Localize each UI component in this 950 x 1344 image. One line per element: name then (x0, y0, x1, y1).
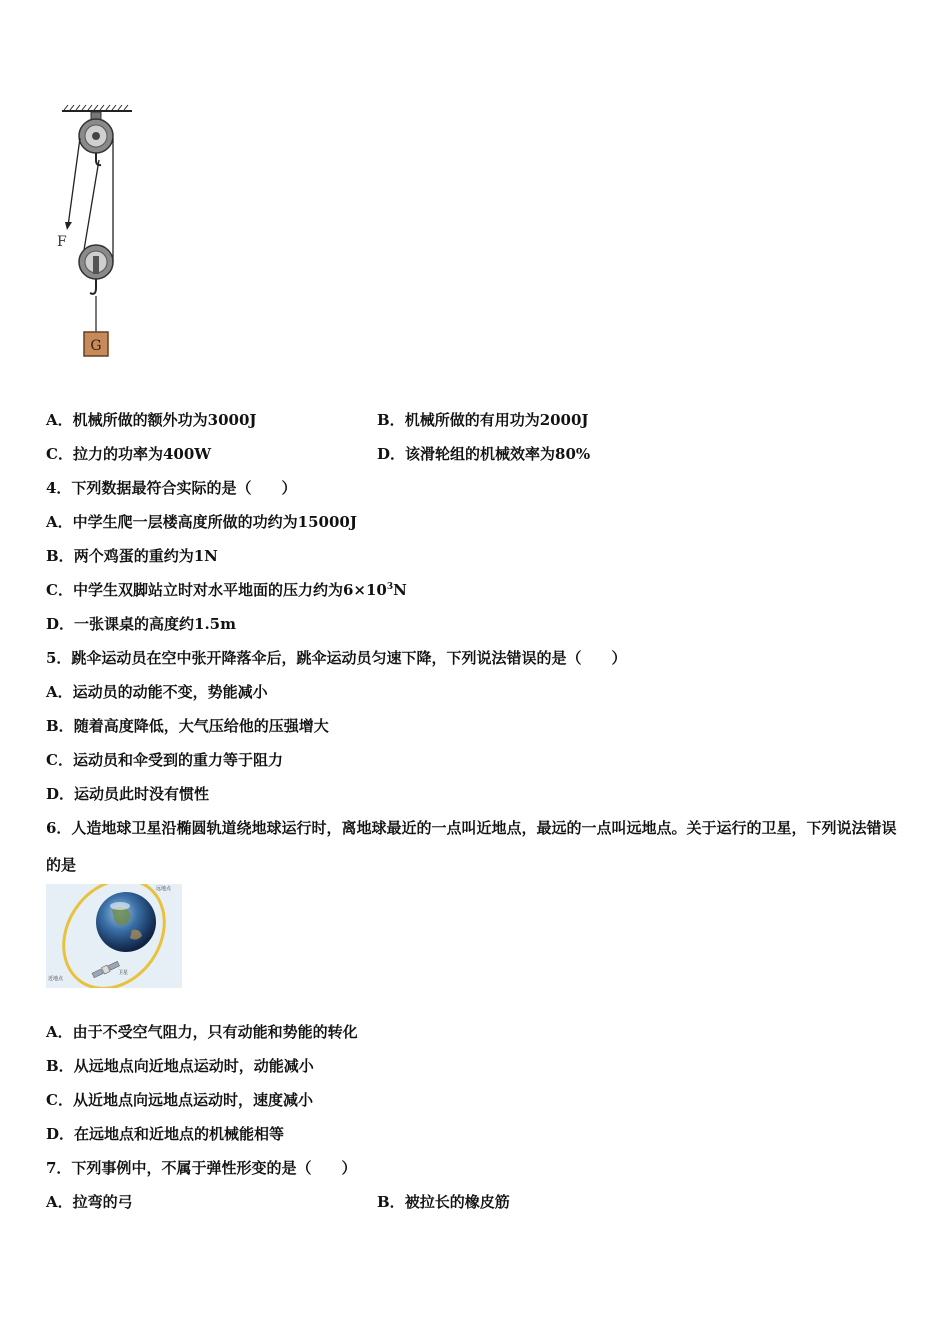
q4-stem: 4．下列数据最符合实际的是（ ） (46, 479, 297, 497)
q6-option-c[interactable] (46, 1090, 313, 1110)
q3-option-c[interactable] (46, 444, 211, 464)
perigee-label: 近地点 (48, 976, 64, 982)
option-letter: B． (46, 547, 74, 565)
pulley-system-figure (52, 104, 142, 366)
satellite-label: 卫星 (118, 970, 129, 976)
q3-option-a[interactable] (46, 410, 257, 430)
exponent: 3 (386, 582, 394, 592)
option-text: 随着高度降低，大气压给他的压强增大 (73, 717, 329, 735)
force-label: F (57, 234, 67, 250)
option-letter: B． (46, 1057, 74, 1075)
option-text: 中学生双脚站立时对水平地面的压力约为6×10 (72, 581, 387, 599)
option-text: 一张课桌的高度约1.5m (74, 615, 236, 633)
option-text: 被拉长的橡皮筋 (404, 1193, 510, 1211)
q7-stem: 7．下列事例中，不属于弹性形变的是（ ） (46, 1159, 357, 1177)
q7-option-b[interactable] (377, 1192, 510, 1212)
option-letter: C． (46, 751, 73, 769)
q5-option-a[interactable] (46, 682, 268, 702)
option-letter: C． (46, 445, 73, 463)
option-letter: B． (377, 1193, 405, 1211)
q5-option-d[interactable] (46, 784, 209, 804)
q5-stem: 5．跳伞运动员在空中张开降落伞后，跳伞运动员匀速下降，下列说法错误的是（ ） (46, 649, 627, 667)
option-letter: C． (46, 1091, 73, 1109)
option-text: 从远地点向近地点运动时，动能减小 (73, 1057, 314, 1075)
option-letter: D． (46, 1125, 75, 1143)
q4-option-c[interactable] (46, 580, 407, 600)
q6-stem: 6．人造地球卫星沿椭圆轨道绕地球运行时，离地球最近的一点叫近地点，最远的一点叫远地点。关于运行的卫星，下列说法错误的是 (46, 819, 897, 874)
q4-option-a[interactable] (46, 512, 357, 532)
option-text: 机械所做的额外功为3000J (72, 411, 257, 429)
option-text: 中学生爬一层楼高度所做的功约为15000J (72, 513, 357, 531)
q4-option-d[interactable] (46, 614, 236, 634)
q6-option-d[interactable] (46, 1124, 284, 1144)
option-letter: B． (46, 717, 74, 735)
option-letter: D． (377, 445, 406, 463)
apogee-label: 远地点 (156, 886, 172, 892)
q7-option-a[interactable] (46, 1192, 133, 1212)
q5-option-b[interactable] (46, 716, 329, 736)
option-letter: A． (46, 1023, 73, 1041)
option-letter: D． (46, 785, 75, 803)
satellite-orbit-figure (46, 884, 182, 988)
option-text: 拉力的功率为400W (72, 445, 212, 463)
q6-option-a[interactable] (46, 1022, 358, 1042)
option-letter: A． (46, 411, 73, 429)
q5-option-c[interactable] (46, 750, 283, 770)
q4-option-b[interactable] (46, 546, 218, 566)
option-text: 运动员此时没有惯性 (74, 785, 210, 803)
option-text: 两个鸡蛋的重约为1N (73, 547, 218, 565)
option-letter: A． (46, 513, 73, 531)
option-unit: N (393, 581, 407, 599)
weight-label: G (90, 338, 102, 354)
option-text: 该滑轮组的机械效率为80% (405, 445, 591, 463)
option-text: 拉弯的弓 (72, 1193, 133, 1211)
option-letter: A． (46, 683, 73, 701)
q6-option-b[interactable] (46, 1056, 314, 1076)
option-letter: D． (46, 615, 75, 633)
option-text: 从近地点向远地点运动时，速度减小 (72, 1091, 313, 1109)
option-text: 在远地点和近地点的机械能相等 (74, 1125, 285, 1143)
option-text: 机械所做的有用功为2000J (404, 411, 589, 429)
option-text: 由于不受空气阻力，只有动能和势能的转化 (72, 1023, 358, 1041)
option-text: 运动员的动能不变，势能减小 (72, 683, 268, 701)
option-letter: A． (46, 1193, 73, 1211)
option-letter: C． (46, 581, 73, 599)
option-text: 运动员和伞受到的重力等于阻力 (72, 751, 283, 769)
q3-option-b[interactable] (377, 410, 589, 430)
q3-option-d[interactable] (377, 444, 590, 464)
option-letter: B． (377, 411, 405, 429)
